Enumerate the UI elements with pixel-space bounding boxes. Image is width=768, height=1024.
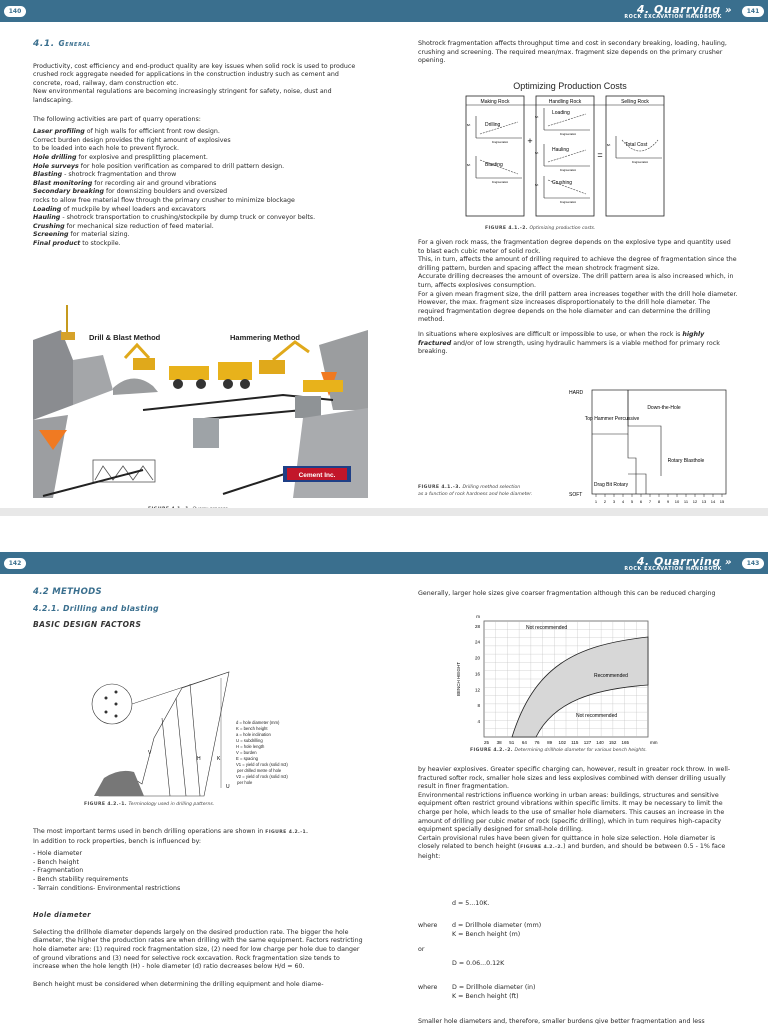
activity-item: rocks to allow free material flow through the primary crusher to minimize blockage (33, 196, 295, 204)
legend-line: V1 = yield of rock (solid m3) (236, 762, 288, 767)
right-column (418, 40, 738, 66)
box-loading: Loading (552, 110, 570, 116)
legend-line: H = hole length (236, 744, 265, 749)
col-title-selling: Selling Rock (621, 99, 649, 105)
x-tick-label: 165 (621, 740, 630, 745)
box-total-cost: Total Cost (625, 142, 648, 148)
mini-axis-x: Fragmentation (632, 161, 649, 164)
activity-item: Loading of muckpile by wheel loaders and excavators (33, 205, 206, 213)
bench-terminology-diagram (84, 668, 294, 803)
method-tick-label: 15 (719, 499, 725, 504)
activity-item: Blasting - shotrock fragmentation and throw (33, 171, 177, 179)
y-unit: m (476, 614, 480, 619)
method-tick-label: 12 (692, 499, 698, 504)
page-number-right: 143 (742, 558, 764, 569)
intro-paragraph: Generally, larger hole sizes give coarser fragmentation although this can be reduced charging (418, 590, 716, 597)
mini-axis-x: Fragmentation (560, 169, 577, 172)
mini-axis-y: $/t (535, 115, 539, 119)
y-tick-label: 28 (474, 623, 480, 629)
activity-item: Crushing for mechanical size reduction of feed material. (33, 222, 214, 230)
y-tick-label: 16 (474, 671, 480, 677)
cut-off-line: Smaller hole diameters and, therefore, smaller burdens give better fragmentation and less (418, 1018, 705, 1024)
left-text-bottom (33, 828, 363, 989)
header-band (0, 0, 768, 22)
figure-caption-5: FIGURE 4.2.-2. Determining drillhole diameter for various bench heights. (470, 748, 647, 753)
intro-paragraph-2: New environmental regulations are becoming increasingly stringent for safety, noise, dust and landscaping. (33, 88, 332, 104)
y-tick-label: 20 (474, 655, 480, 661)
x-tick-label: 89 (547, 740, 553, 745)
or-label: or (418, 946, 425, 953)
para-fragmentation-1: For a given rock mass, the fragmentation degree depends on the explosive type and quantity used to blast each cubic meter of solid rock. (418, 239, 731, 255)
zone-label: Recommended (594, 673, 628, 679)
x-tick-label: 152 (608, 740, 617, 745)
box-blasting: Blasting (485, 162, 503, 168)
right-paragraphs (418, 239, 738, 357)
chapter-title: 4. Quarrying » (636, 3, 732, 16)
chapter-subtitle: ROCK EXCAVATION HANDBOOK (624, 567, 722, 572)
chevron-icon: » (725, 557, 732, 568)
page-gap (0, 508, 768, 516)
mini-axis-y: $/t (467, 123, 471, 127)
method-tick-label: 13 (701, 499, 707, 504)
zone-label: Not recommended (576, 713, 618, 719)
activity-item: Hauling - shotrock transportation to crushing/stockpile by dump truck or conveyor belts. (33, 214, 316, 222)
x-tick-label: 51 (509, 740, 515, 745)
col-title-handling: Handling Rock (548, 99, 582, 105)
y-tick-label: 4 (477, 719, 480, 725)
factor-item: - Hole diameter (33, 850, 83, 858)
svg-text:d = hole diameter (mm)K = be (236, 720, 288, 785)
cost-optimization-chart (460, 78, 680, 218)
x-unit: mm (650, 740, 658, 745)
right-intro-bottom (418, 590, 738, 599)
spread-bottom (0, 516, 768, 1024)
col-title-making: Making Rock (480, 99, 510, 105)
x-tick-label: 76 (534, 740, 540, 745)
box-drilling: Drilling (485, 122, 501, 128)
activity-item: Hole surveys for hole position verification as compared to drill pattern design. (33, 162, 285, 170)
legend-line: d = hole diameter (mm) (236, 720, 280, 725)
activity-item: Screening for material sizing. (33, 231, 130, 239)
legend-line: U = subdrilling (236, 738, 263, 743)
mini-axis-x: Fragmentation (492, 141, 509, 144)
svg-text:U: U (226, 784, 230, 790)
mini-axis-y: $/t (535, 151, 539, 155)
method-tick-label: 6 (639, 499, 643, 504)
x-tick-label: 140 (596, 740, 604, 745)
activity-item: Secondary breaking for downsizing boulders and oversized (33, 188, 228, 196)
chevron-icon: » (725, 5, 732, 16)
activity-item: to be loaded into each hole to prevent flyrock. (33, 145, 180, 153)
page-number-left: 140 (4, 6, 26, 17)
plus-icon: + (527, 136, 533, 146)
chapter-title: 4. Quarrying » (636, 555, 732, 568)
region-rotary: Rotary Blasthole (667, 458, 705, 464)
para-fragmentation-2: This, in turn, affects the amount of drilling required to achieve the degree of fragmentation since the drilling pattern, burden and spacing affect the mean shotrock fragment size. (418, 256, 737, 272)
where-label-1: where (418, 922, 438, 929)
hard-label: HARD (569, 390, 584, 396)
hole-diameter-paragraph: Selecting the drillhole diameter depends largely on the desired production rate. The bigger the hole diameter, the higher the production rates are when drilling with the same equipment. Factors restricting hole diameter are: (1) required rock fragmentation size, (2) need for low charge per hole due to danger of ground vibrations and (3) need for selective rock excavation. Rock fragmentation size tends to increase when the hole length (H) - hole diameter (d) ratio decreases below H/d = 60. (33, 928, 363, 971)
soft-label: SOFT (569, 492, 583, 498)
where-1-d: d = Drillhole diameter (mm) (452, 922, 542, 929)
x-axis-label (548, 746, 586, 747)
method-tick-label: 14 (710, 499, 716, 504)
design-heading: BASIC DESIGN FACTORS (33, 620, 142, 630)
activity-item: Blast monitoring for recording air and ground vibrations (33, 179, 217, 187)
paragraph-environment: Environmental restrictions influence working in urban areas: buildings, structures and sensitive equipment often restrict ground vibrations within specific limits. It may be necessary to limit the charge per hole, which leads to the use of smaller hole diameters. This causes an increase in the amount of drilling per cubic meter of rock (specific drilling), which in turn requires high-capacity equipment specially designed for small-hole drilling. (418, 791, 725, 834)
method-tick-label: 3 (612, 499, 616, 504)
terms-paragraph: The most important terms used in bench drilling operations are shown in FIGURE 4.2.-1. (33, 828, 309, 835)
paragraph-explosives: by heavier explosives. Greater specific charging can, however, result in greater rock throw. In well-fractured softer rock, smaller hole sizes and less explosives combined with denser drilling usually result in finer fragmentation. (418, 766, 731, 791)
x-tick-label: 127 (583, 740, 592, 745)
quarry-process-illustration (33, 300, 368, 498)
intro-paragraph: Productivity, cost efficiency and end-product quality are key issues when solid rock is used to produce crushed rock aggregate needed for applications in the construction industry such as cement and concrete, road, railway, dam construction etc. (33, 62, 356, 87)
x-tick-label: 25 (484, 740, 490, 745)
paragraph-rules: Certain provisional rules have been given for quittance in hole size selection. Hole diameter is closely related to bench height (FIGURE 4.2.-2.) and burden, and should be between 0.5 - 1% face height: (418, 834, 726, 860)
section-heading: 4.1. General (33, 39, 91, 49)
bench-height-chart (452, 607, 662, 747)
method-tick-label: 11 (683, 499, 689, 504)
zone-label: Not recommended (526, 625, 568, 631)
factor-item: - Terrain conditions- Environmental restrictions (33, 884, 181, 892)
x-tick-label: 102 (558, 740, 566, 745)
drill-blast-label: Drill & Blast Method (89, 333, 161, 342)
x-tick-label: 38 (496, 740, 502, 745)
page-number-left: 142 (4, 558, 26, 569)
mini-axis-y: $/t (467, 163, 471, 167)
mini-axis-x: Fragmentation (560, 201, 577, 204)
factor-list (33, 850, 363, 893)
where-2-k: K = Bench height (ft) (452, 993, 519, 1000)
mini-axis-x: Fragmentation (492, 181, 509, 184)
hammering-label: Hammering Method (230, 333, 301, 342)
mini-axis-y: $/t (535, 183, 539, 187)
cement-label: Cement Inc. (298, 472, 336, 479)
left-column (33, 40, 363, 248)
para-fragmentation-3: Accurate drilling decreases the amount of oversize. The drill pattern area is also increased which, in turn, affects explosives consumption. (418, 273, 734, 289)
legend-line: K = bench height (236, 726, 268, 731)
activity-item: Laser profiling of high walls for efficient front row design. (33, 128, 220, 136)
figure-caption-4: FIGURE 4.2.-1. Terminology used in drilling patterns. (84, 802, 215, 807)
left-column-bottom (33, 588, 363, 630)
region-dth: Down-the-Hole (647, 405, 681, 411)
region-drag: Drag Bit Rotary (593, 482, 629, 488)
activity-item: Correct burden design provides the right amount of explosives (33, 136, 231, 144)
where-label-2: where (418, 984, 438, 991)
header-band-bottom (0, 552, 768, 574)
para-hammers: In situations where explosives are difficult or impossible to use, or when the rock is highly fractured and/or of low strength, using hydraulic hammers is a viable method for primary rock breaking. (418, 330, 720, 356)
mini-axis-y: $/t (607, 143, 611, 147)
method-tick-label: 10 (674, 499, 680, 504)
mini-plot (467, 156, 522, 184)
method-tick-label: 8 (657, 499, 661, 504)
method-tick-label: 2 (603, 499, 607, 504)
chapter-subtitle: ROCK EXCAVATION HANDBOOK (624, 15, 722, 20)
activity-item: Final product to stockpile. (33, 239, 121, 247)
activity-list (33, 128, 363, 248)
hole-diameter-heading: Hole diameter (33, 911, 91, 920)
equals-icon: = (597, 150, 603, 160)
activities-intro: The following activities are part of quarry operations: (33, 115, 201, 123)
method-tick-label: 1 (594, 499, 598, 504)
section-heading: 4.2 METHODS (33, 587, 102, 597)
legend-line: V2 = yield of rock (solid m3) (236, 774, 288, 779)
page-number-right: 141 (742, 6, 764, 17)
method-tick-label: 5 (630, 499, 634, 504)
figure-caption-3: FIGURE 4.1.-3. Drilling method selection as a function of rock hardness and hole diameter. (418, 485, 533, 497)
figure-caption-2: FIGURE 4.1.-2. Optimizing production costs. (485, 226, 596, 231)
factor-item: - Bench stability requirements (33, 875, 129, 883)
mini-plot (607, 136, 662, 164)
svg-text:H: H (197, 756, 201, 762)
legend-line: E = spacing (236, 756, 258, 761)
box-crushing: Crushing (552, 180, 573, 186)
where-1-k: K = Bench height (m) (452, 931, 521, 938)
legend-line: V = burden (236, 750, 257, 755)
terms-paragraph-2: In addition to rock properties, bench is influenced by: (33, 837, 202, 845)
formula-1: d = 5...10K. (452, 900, 490, 907)
legend-line: per drilled metre of hole (236, 768, 282, 773)
where-2-d: D = Drillhole diameter (in) (452, 984, 536, 991)
svg-text:K: K (217, 756, 221, 762)
factor-item: - Fragmentation (33, 867, 84, 875)
y-axis-label: BENCH HEIGHT (456, 661, 461, 697)
cost-chart-title: Optimizing Production Costs (513, 81, 627, 91)
cut-off-line: Bench height must be considered when determining the drilling equipment and hole diame- (33, 980, 324, 988)
box-hauling: Hauling (552, 147, 569, 153)
x-tick-label: 115 (571, 740, 579, 745)
legend-line: a = hole inclination (236, 732, 271, 737)
mini-axis-x: Fragmentation (560, 133, 577, 136)
method-tick-label: 7 (648, 499, 652, 504)
legend-line: per hole (236, 780, 253, 785)
y-tick-label: 24 (474, 639, 480, 645)
method-tick-label: 4 (621, 499, 625, 504)
right-text-bottom (418, 766, 738, 862)
mini-plot (467, 116, 522, 144)
y-tick-label: 8 (477, 703, 480, 709)
drilling-method-chart (566, 386, 736, 512)
svg-text:V: V (148, 750, 152, 756)
y-tick-label: 12 (474, 687, 480, 693)
activity-item: Hole drilling for explosive and presplitting placement. (33, 153, 208, 161)
x-tick-label: 64 (521, 740, 527, 745)
formula-2: D = 0.06...0.12K (452, 960, 505, 967)
method-tick-label: 9 (666, 499, 670, 504)
subsection-heading: 4.2.1. Drilling and blasting (33, 603, 159, 613)
paragraph-shotrock: Shotrock fragmentation affects throughput time and cost in secondary breaking, loading, hauling, crushing and screening. The required mean/max. fragment size depends on the primary crusher opening. (418, 40, 727, 65)
para-fragmentation-4: For a given mean fragment size, the drill pattern area increases together with the drill hole diameter. However, the max. fragment size increases disproportionately to the drill hole diameter. The required fragmentation degree depends on the hole diameter and can determine the drilling method. (418, 290, 738, 324)
factor-item: - Bench height (33, 858, 79, 866)
region-top-hammer: Top Hammer Percussive (584, 416, 640, 422)
